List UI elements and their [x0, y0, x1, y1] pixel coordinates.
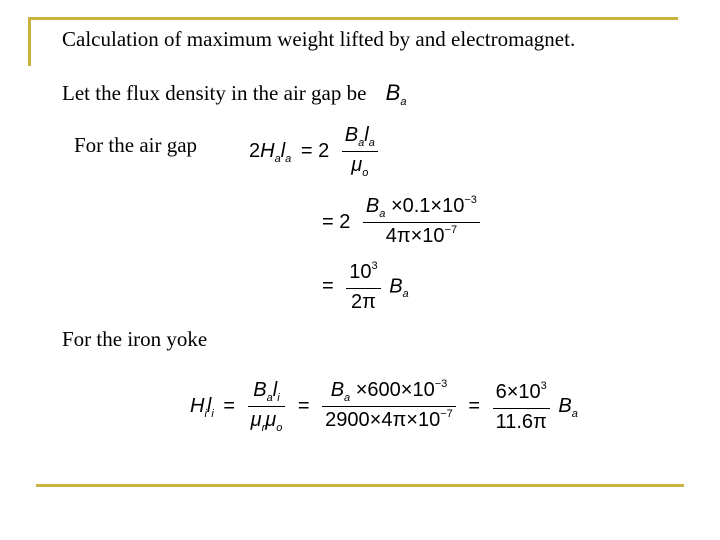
accent-top-line	[28, 17, 678, 20]
iron-yoke-fraction-3: $\frac{6\times 10^3}{11.6\pi}$	[493, 379, 550, 435]
slide-title: Calculation of maximum weight lifted by and electromagnet.	[62, 27, 576, 51]
iron-yoke-equation: $H_il_i$ = $\frac{B_al_i}{\mu_r\mu_o}$ = $\frac{B_a \times 600\times 10^{-3}}{2900\times 4\pi\times 10^{-7}}$ = $\frac{6\times 10^3}{11.6\pi}$ $B_a$	[190, 378, 578, 434]
accent-bottom-line	[36, 484, 684, 487]
iron-yoke-label: For the iron yoke	[62, 327, 208, 351]
iron-yoke-fraction-2: $\frac{B_a \times 600\times 10^{-3}}{2900\times 4\pi\times 10^{-7}}$	[322, 377, 456, 436]
air-gap-fraction-3: $\frac{10^3}{2\pi}$	[346, 259, 380, 315]
air-gap-fraction-1: $\frac{B_al_a}{\mu_o}$	[342, 122, 378, 181]
intro-symbol-Ba: $B_a$	[385, 80, 407, 108]
intro-text	[62, 81, 406, 109]
air-gap-fraction-2: $\frac{B_a \times 0.1\times 10^{-3}}{4\pi\times 10^{-7}}$	[363, 193, 480, 252]
accent-vertical-bar	[28, 18, 31, 66]
air-gap-equation-2: = 2 $\frac{B_a \times 0.1\times 10^{-3}}{4\pi\times 10^{-7}}$	[318, 193, 483, 252]
air-gap-equation-3: = $\frac{10^3}{2\pi}$ $B_a$	[322, 260, 409, 313]
intro-label: Let the flux density in the air gap be	[62, 81, 367, 105]
air-gap-label: For the air gap	[74, 133, 198, 157]
air-gap-equation-1: $2H_al_a = 2$ $\frac{B_al_a}{\mu_o}$	[249, 122, 381, 181]
iron-yoke-fraction-1: $\frac{B_al_i}{\mu_r\mu_o}$	[248, 377, 286, 436]
